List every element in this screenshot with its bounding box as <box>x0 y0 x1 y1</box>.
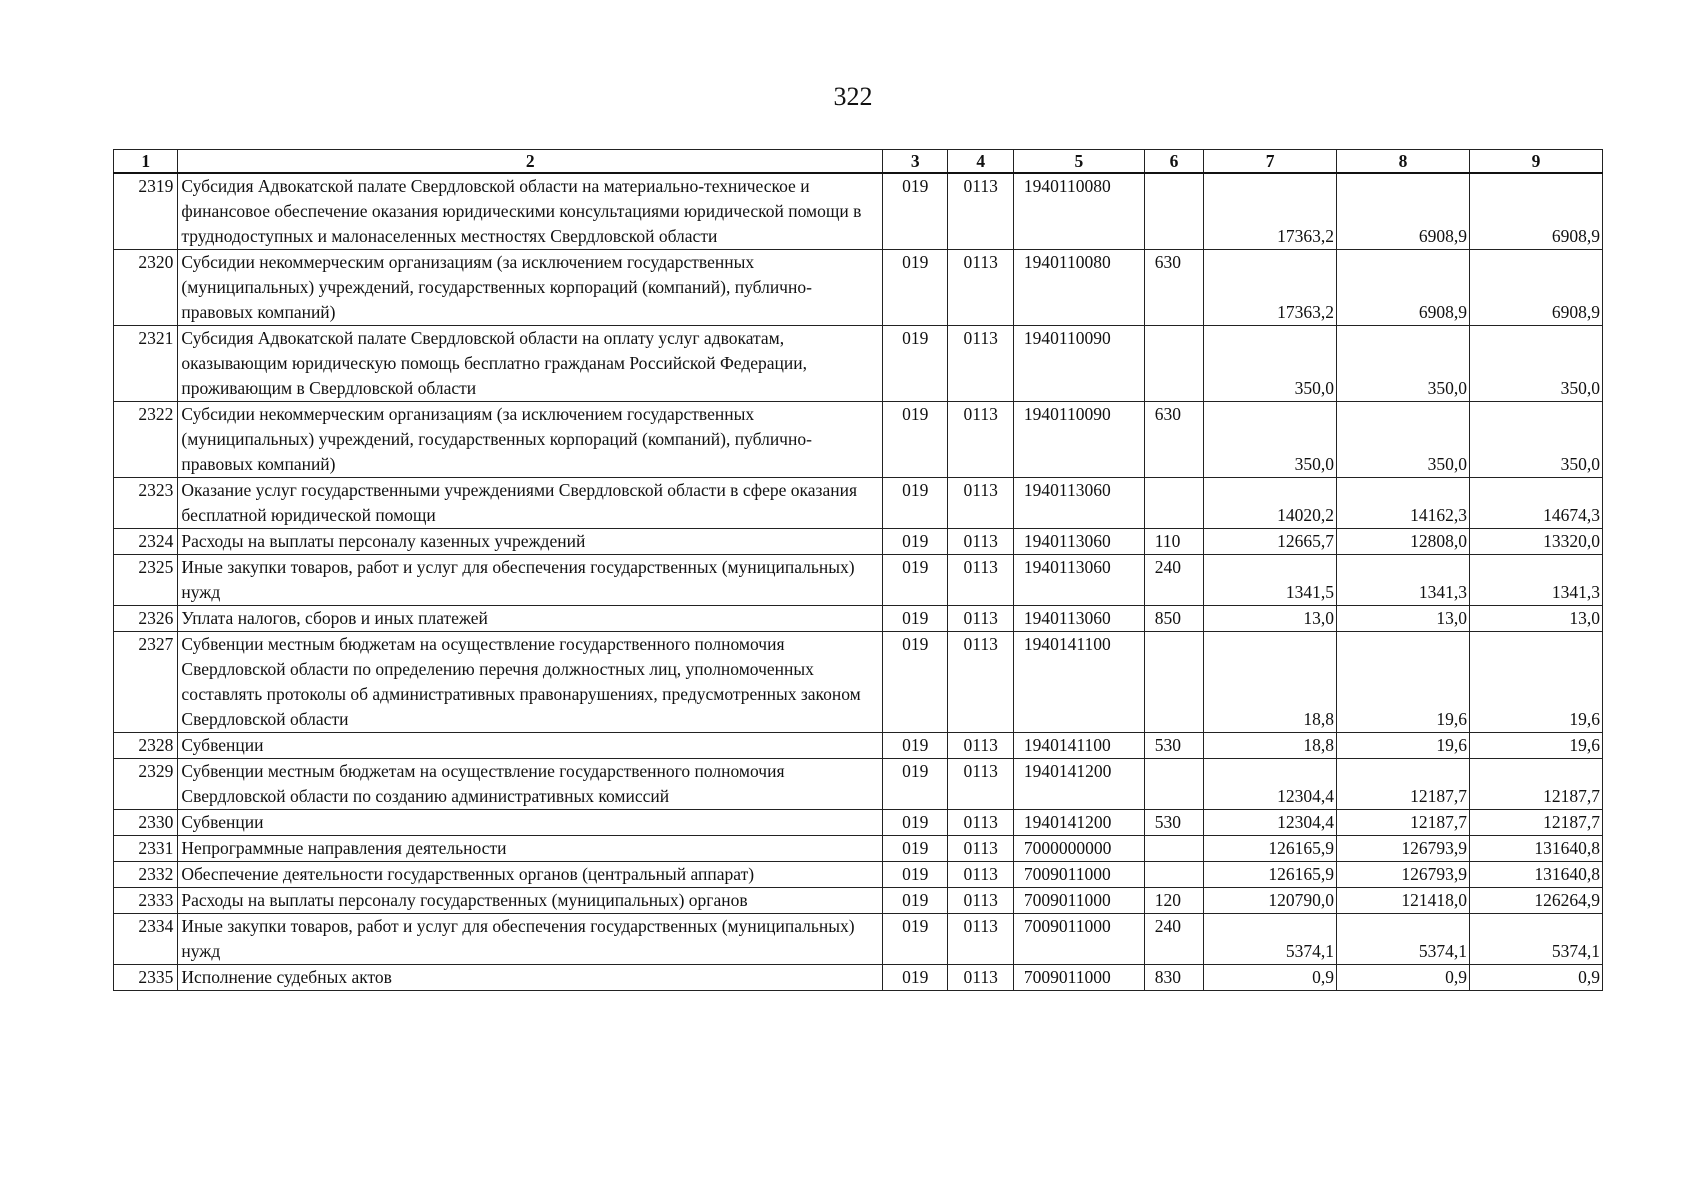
amount-col-7: 17363,2 <box>1204 173 1337 250</box>
expense-type-code <box>1144 862 1203 888</box>
ministry-code: 019 <box>883 759 948 810</box>
amount-col-7: 1341,5 <box>1204 555 1337 606</box>
item-name: Расходы на выплаты персоналу казенных учреждений <box>178 529 883 555</box>
row-number: 2329 <box>114 759 178 810</box>
table-row <box>114 888 1603 914</box>
section-code: 0113 <box>948 402 1013 478</box>
column-header: 3 <box>883 150 948 174</box>
amount-col-7: 12304,4 <box>1204 810 1337 836</box>
ministry-code: 019 <box>883 914 948 965</box>
table-body <box>114 173 1603 991</box>
table-row <box>114 326 1603 402</box>
amount-col-7: 350,0 <box>1204 402 1337 478</box>
amount-col-8: 5374,1 <box>1337 914 1470 965</box>
section-code: 0113 <box>948 632 1013 733</box>
expense-type-code: 120 <box>1144 888 1203 914</box>
amount-col-9: 126264,9 <box>1469 888 1602 914</box>
expense-type-code: 630 <box>1144 250 1203 326</box>
item-name: Субвенции местным бюджетам на осуществление государственного полномочия Свердловской области по определению перечня должностных лиц, уполномоченных составлять протоколы об административных правонарушениях, предусмотренных законом Свердловской области <box>178 632 883 733</box>
amount-col-7: 120790,0 <box>1204 888 1337 914</box>
amount-col-9: 131640,8 <box>1469 836 1602 862</box>
section-code: 0113 <box>948 326 1013 402</box>
expense-type-code <box>1144 632 1203 733</box>
row-number: 2328 <box>114 733 178 759</box>
row-number: 2320 <box>114 250 178 326</box>
section-code: 0113 <box>948 914 1013 965</box>
item-name: Субвенции <box>178 733 883 759</box>
amount-col-8: 19,6 <box>1337 632 1470 733</box>
column-header: 1 <box>114 150 178 174</box>
section-code: 0113 <box>948 759 1013 810</box>
row-number: 2335 <box>114 965 178 991</box>
amount-col-9: 14674,3 <box>1469 478 1602 529</box>
amount-col-9: 19,6 <box>1469 632 1602 733</box>
table-row <box>114 555 1603 606</box>
amount-col-8: 1341,3 <box>1337 555 1470 606</box>
amount-col-9: 13320,0 <box>1469 529 1602 555</box>
table-row <box>114 914 1603 965</box>
item-name: Обеспечение деятельности государственных органов (центральный аппарат) <box>178 862 883 888</box>
table-row <box>114 606 1603 632</box>
row-number: 2332 <box>114 862 178 888</box>
section-code: 0113 <box>948 555 1013 606</box>
ministry-code: 019 <box>883 555 948 606</box>
row-number: 2333 <box>114 888 178 914</box>
amount-col-9: 6908,9 <box>1469 250 1602 326</box>
column-header: 6 <box>1144 150 1203 174</box>
expense-type-code: 850 <box>1144 606 1203 632</box>
ministry-code: 019 <box>883 810 948 836</box>
column-header: 2 <box>178 150 883 174</box>
ministry-code: 019 <box>883 529 948 555</box>
column-header: 5 <box>1013 150 1144 174</box>
amount-col-8: 126793,9 <box>1337 836 1470 862</box>
table-header-row <box>114 150 1603 174</box>
section-code: 0113 <box>948 478 1013 529</box>
row-number: 2327 <box>114 632 178 733</box>
amount-col-9: 13,0 <box>1469 606 1602 632</box>
table-row <box>114 836 1603 862</box>
column-header: 7 <box>1204 150 1337 174</box>
target-article-code: 1940141200 <box>1013 810 1144 836</box>
amount-col-9: 350,0 <box>1469 326 1602 402</box>
column-header: 4 <box>948 150 1013 174</box>
item-name: Расходы на выплаты персоналу государственных (муниципальных) органов <box>178 888 883 914</box>
table-row <box>114 810 1603 836</box>
ministry-code: 019 <box>883 606 948 632</box>
target-article-code: 7009011000 <box>1013 888 1144 914</box>
amount-col-8: 13,0 <box>1337 606 1470 632</box>
column-header: 9 <box>1469 150 1602 174</box>
target-article-code: 7009011000 <box>1013 862 1144 888</box>
amount-col-8: 12187,7 <box>1337 759 1470 810</box>
amount-col-8: 350,0 <box>1337 402 1470 478</box>
ministry-code: 019 <box>883 965 948 991</box>
item-name: Непрограммные направления деятельности <box>178 836 883 862</box>
expense-type-code: 530 <box>1144 810 1203 836</box>
amount-col-9: 0,9 <box>1469 965 1602 991</box>
amount-col-8: 12187,7 <box>1337 810 1470 836</box>
section-code: 0113 <box>948 250 1013 326</box>
amount-col-8: 6908,9 <box>1337 173 1470 250</box>
ministry-code: 019 <box>883 402 948 478</box>
amount-col-7: 126165,9 <box>1204 862 1337 888</box>
ministry-code: 019 <box>883 250 948 326</box>
table-row <box>114 529 1603 555</box>
item-name: Субсидия Адвокатской палате Свердловской области на материально-техническое и финансовое обеспечение оказания юридическими консультациями юридической помощи в труднодоступных и малонаселенных местностях Свердловской области <box>178 173 883 250</box>
table-row <box>114 862 1603 888</box>
target-article-code: 7000000000 <box>1013 836 1144 862</box>
section-code: 0113 <box>948 606 1013 632</box>
ministry-code: 019 <box>883 888 948 914</box>
ministry-code: 019 <box>883 478 948 529</box>
expense-type-code <box>1144 478 1203 529</box>
amount-col-7: 18,8 <box>1204 632 1337 733</box>
table-row <box>114 402 1603 478</box>
target-article-code: 1940110090 <box>1013 326 1144 402</box>
amount-col-8: 126793,9 <box>1337 862 1470 888</box>
item-name: Субсидия Адвокатской палате Свердловской области на оплату услуг адвокатам, оказывающим юридическую помощь бесплатно гражданам Российской Федерации, проживающим в Свердловской области <box>178 326 883 402</box>
row-number: 2326 <box>114 606 178 632</box>
table-row <box>114 965 1603 991</box>
amount-col-8: 121418,0 <box>1337 888 1470 914</box>
ministry-code: 019 <box>883 173 948 250</box>
row-number: 2331 <box>114 836 178 862</box>
section-code: 0113 <box>948 529 1013 555</box>
target-article-code: 1940141200 <box>1013 759 1144 810</box>
target-article-code: 7009011000 <box>1013 965 1144 991</box>
expense-type-code: 240 <box>1144 555 1203 606</box>
item-name: Оказание услуг государственными учреждениями Свердловской области в сфере оказания бесплатной юридической помощи <box>178 478 883 529</box>
amount-col-9: 131640,8 <box>1469 862 1602 888</box>
amount-col-8: 12808,0 <box>1337 529 1470 555</box>
section-code: 0113 <box>948 836 1013 862</box>
amount-col-9: 5374,1 <box>1469 914 1602 965</box>
table-row <box>114 733 1603 759</box>
amount-col-7: 12304,4 <box>1204 759 1337 810</box>
expense-type-code <box>1144 326 1203 402</box>
amount-col-8: 350,0 <box>1337 326 1470 402</box>
target-article-code: 1940141100 <box>1013 632 1144 733</box>
row-number: 2321 <box>114 326 178 402</box>
item-name: Иные закупки товаров, работ и услуг для обеспечения государственных (муниципальных) нужд <box>178 555 883 606</box>
expense-type-code: 240 <box>1144 914 1203 965</box>
budget-table <box>113 149 1603 991</box>
amount-col-9: 12187,7 <box>1469 810 1602 836</box>
amount-col-9: 19,6 <box>1469 733 1602 759</box>
section-code: 0113 <box>948 173 1013 250</box>
table-row <box>114 632 1603 733</box>
section-code: 0113 <box>948 888 1013 914</box>
ministry-code: 019 <box>883 632 948 733</box>
item-name: Субсидии некоммерческим организациям (за исключением государственных (муниципальных) учреждений, государственных корпораций (компаний), публично-правовых компаний) <box>178 402 883 478</box>
amount-col-8: 14162,3 <box>1337 478 1470 529</box>
expense-type-code <box>1144 173 1203 250</box>
amount-col-7: 350,0 <box>1204 326 1337 402</box>
item-name: Иные закупки товаров, работ и услуг для обеспечения государственных (муниципальных) нужд <box>178 914 883 965</box>
page-number: 322 <box>833 82 873 111</box>
item-name: Уплата налогов, сборов и иных платежей <box>178 606 883 632</box>
target-article-code: 1940113060 <box>1013 606 1144 632</box>
amount-col-7: 0,9 <box>1204 965 1337 991</box>
target-article-code: 1940110090 <box>1013 402 1144 478</box>
table-row <box>114 759 1603 810</box>
section-code: 0113 <box>948 965 1013 991</box>
target-article-code: 1940141100 <box>1013 733 1144 759</box>
table-row <box>114 250 1603 326</box>
item-name: Субвенции <box>178 810 883 836</box>
target-article-code: 1940113060 <box>1013 529 1144 555</box>
row-number: 2330 <box>114 810 178 836</box>
row-number: 2324 <box>114 529 178 555</box>
section-code: 0113 <box>948 733 1013 759</box>
amount-col-9: 350,0 <box>1469 402 1602 478</box>
ministry-code: 019 <box>883 733 948 759</box>
table-row <box>114 173 1603 250</box>
row-number: 2323 <box>114 478 178 529</box>
item-name: Субсидии некоммерческим организациям (за исключением государственных (муниципальных) учреждений, государственных корпораций (компаний), публично-правовых компаний) <box>178 250 883 326</box>
amount-col-7: 14020,2 <box>1204 478 1337 529</box>
expense-type-code <box>1144 759 1203 810</box>
amount-col-7: 126165,9 <box>1204 836 1337 862</box>
section-code: 0113 <box>948 810 1013 836</box>
amount-col-9: 1341,3 <box>1469 555 1602 606</box>
item-name: Субвенции местным бюджетам на осуществление государственного полномочия Свердловской области по созданию административных комиссий <box>178 759 883 810</box>
expense-type-code: 630 <box>1144 402 1203 478</box>
amount-col-9: 12187,7 <box>1469 759 1602 810</box>
expense-type-code: 530 <box>1144 733 1203 759</box>
amount-col-8: 6908,9 <box>1337 250 1470 326</box>
amount-col-7: 5374,1 <box>1204 914 1337 965</box>
expense-type-code: 110 <box>1144 529 1203 555</box>
amount-col-7: 13,0 <box>1204 606 1337 632</box>
amount-col-9: 6908,9 <box>1469 173 1602 250</box>
ministry-code: 019 <box>883 862 948 888</box>
ministry-code: 019 <box>883 836 948 862</box>
target-article-code: 1940113060 <box>1013 478 1144 529</box>
target-article-code: 1940110080 <box>1013 173 1144 250</box>
row-number: 2334 <box>114 914 178 965</box>
amount-col-8: 0,9 <box>1337 965 1470 991</box>
expense-type-code: 830 <box>1144 965 1203 991</box>
row-number: 2325 <box>114 555 178 606</box>
column-header: 8 <box>1337 150 1470 174</box>
target-article-code: 1940113060 <box>1013 555 1144 606</box>
target-article-code: 1940110080 <box>1013 250 1144 326</box>
table-row <box>114 478 1603 529</box>
section-code: 0113 <box>948 862 1013 888</box>
amount-col-8: 19,6 <box>1337 733 1470 759</box>
amount-col-7: 12665,7 <box>1204 529 1337 555</box>
ministry-code: 019 <box>883 326 948 402</box>
row-number: 2322 <box>114 402 178 478</box>
target-article-code: 7009011000 <box>1013 914 1144 965</box>
item-name: Исполнение судебных актов <box>178 965 883 991</box>
expense-type-code <box>1144 836 1203 862</box>
amount-col-7: 17363,2 <box>1204 250 1337 326</box>
row-number: 2319 <box>114 173 178 250</box>
amount-col-7: 18,8 <box>1204 733 1337 759</box>
